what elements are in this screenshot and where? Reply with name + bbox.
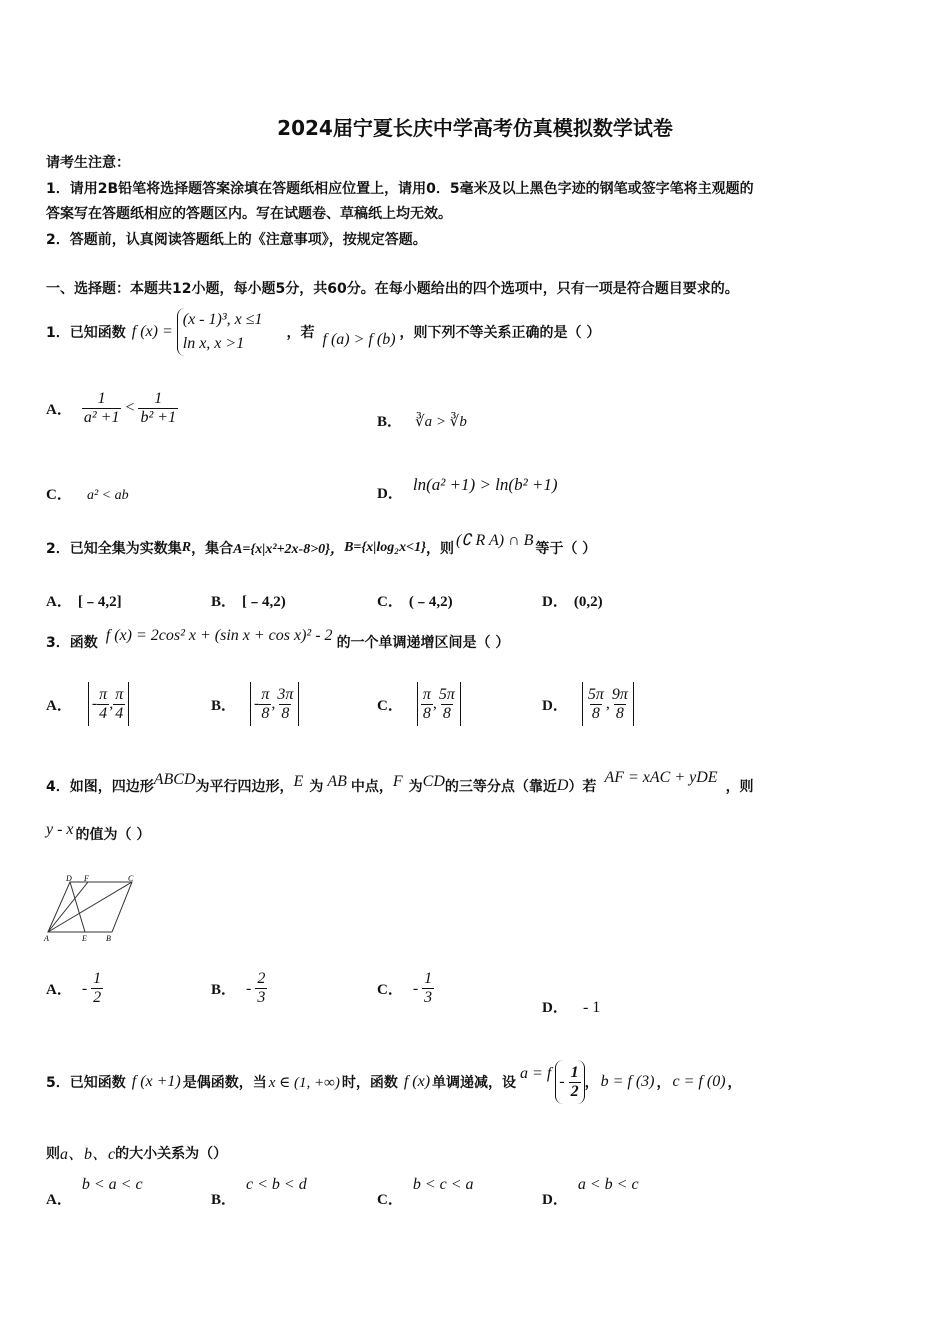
fig-label-b: B — [106, 934, 111, 943]
option-label-a: A． — [46, 401, 72, 418]
q4-text-1: 4．如图，四边形 — [46, 779, 154, 795]
question-2 — [46, 530, 596, 566]
frac-denominator: 3 — [424, 989, 433, 1006]
question-4-line-2 — [46, 821, 151, 844]
q3-option-b[interactable] — [211, 682, 299, 726]
question-4 — [46, 768, 754, 804]
sign: - — [246, 979, 252, 997]
option-label-c: C． — [377, 594, 403, 610]
q5-d-value: a < b < c — [577, 1176, 639, 1193]
q1-option-c[interactable] — [46, 483, 129, 504]
q4-text-4: 中点， — [350, 779, 393, 795]
q2-b-value: [﹣4,2) — [242, 594, 286, 610]
q5-a-paren — [555, 1060, 584, 1104]
sign: - — [412, 979, 419, 997]
frac-numerator: 1 — [154, 389, 163, 407]
q1-c-expr: a² < ab — [86, 488, 129, 503]
frac-denominator: a² +1 — [83, 408, 120, 426]
q1-prefix: 1．已知函数 — [46, 325, 126, 341]
q1-case-1: (x - 1)³, x ≤1 — [182, 311, 263, 328]
q4-text-2: 为平行四边形， — [195, 779, 294, 795]
q1-suffix: ，则下列不等关系正确的是（ ） — [399, 325, 601, 341]
q1-a-frac-2 — [138, 390, 178, 427]
q3-option-d[interactable] — [542, 682, 634, 726]
section-heading: 一、选择题：本题共12小题，每小题5分，共60分。在每小题给出的四个选项中，只有一项是符合题目要求的。 — [46, 281, 739, 297]
option-label-a: A． — [46, 594, 72, 610]
option-label-b: B． — [377, 414, 403, 430]
q2-R: R — [181, 540, 192, 555]
frac-numerator: π — [261, 685, 270, 703]
q3-d-interval: $\frac{5\pi}{8}$ , $\frac{9\pi}{8}$ — [582, 682, 634, 726]
q5-option-d[interactable] — [542, 1176, 639, 1208]
q2-option-b[interactable] — [211, 590, 286, 611]
fig-label-d: D — [66, 874, 72, 883]
q4-ab: AB — [327, 773, 347, 790]
q3-prefix: 3．函数 — [46, 635, 98, 651]
q2-option-c[interactable] — [377, 590, 453, 611]
frac-numerator: 1 — [570, 1063, 579, 1081]
option-label-d: D． — [542, 1192, 568, 1208]
notice-line-1: 1．请用2B铅笔将选择题答案涂填在答题纸相应位置上，请用0．5毫米及以上黑色字迹的钢笔或签字笔将主观题的 — [46, 181, 754, 197]
frac-numerator: 5π — [587, 685, 604, 703]
frac-denominator: 8 — [615, 704, 624, 722]
q5-prefix: 5．已知函数 — [46, 1075, 126, 1091]
question-5 — [46, 1056, 742, 1108]
sign: - — [81, 979, 88, 997]
q3-option-c[interactable] — [377, 682, 461, 726]
fig-label-c: C — [128, 874, 134, 883]
frac-right — [275, 686, 295, 723]
q2-mid: ，集合 — [191, 541, 234, 557]
q2-prefix: 2．已知全集为实数集 — [46, 541, 182, 557]
fig-label-e: E — [82, 934, 87, 943]
q2-c-value: (﹣4,2) — [408, 594, 453, 610]
q1-option-d[interactable] — [377, 474, 558, 502]
fig-label-a: A — [44, 934, 49, 943]
q4-text-6: 的三等分点（靠近 — [444, 779, 557, 795]
q2-option-a[interactable] — [46, 590, 122, 611]
q4-option-a[interactable] — [46, 970, 103, 1007]
option-label-b: B． — [211, 697, 237, 714]
option-label-b: B． — [211, 1192, 237, 1208]
option-label-d: D． — [542, 1000, 568, 1016]
q3-expr: f (x) = 2cos² x + (sin x + cos x)² - 2 — [105, 627, 333, 644]
q5-text-3: 单调递减，设 — [432, 1075, 517, 1091]
frac-denominator: b² +1 — [140, 408, 177, 426]
q1-d-expr: ln(a² +1) > ln(b² +1) — [412, 474, 558, 494]
frac-numerator: 5π — [438, 685, 455, 703]
q1-b-expr: ∛a > ∛b — [415, 414, 467, 430]
sign: - — [91, 695, 98, 712]
frac-numerator: π — [422, 685, 431, 703]
q1-option-b[interactable] — [377, 410, 467, 431]
q1-piecewise — [177, 308, 263, 356]
option-label-d: D． — [542, 594, 568, 610]
frac-right — [113, 686, 125, 723]
q5-line2-suffix: 的大小关系为（） — [115, 1145, 228, 1162]
question-1 — [46, 304, 600, 360]
q1-a-op: < — [125, 399, 135, 416]
q2-a-value: [﹣4,2] — [77, 594, 122, 610]
q4-d-value: - 1 — [582, 999, 601, 1016]
q3-b-interval: - $\frac{\pi}{8}$ , $\frac{3\pi}{8}$ — [250, 682, 299, 726]
option-label-c: C． — [377, 1192, 403, 1208]
frac-left — [586, 686, 606, 723]
q5-a-frac — [569, 1064, 581, 1101]
option-label-c: C． — [46, 487, 72, 503]
option-label-a: A． — [46, 1192, 72, 1208]
option-label-d: D． — [377, 486, 403, 502]
q2-option-d[interactable] — [542, 590, 603, 611]
q1-a-frac-1 — [82, 390, 122, 427]
question-3 — [46, 624, 509, 660]
q3-suffix: 的一个单调递增区间是（ ） — [336, 635, 510, 651]
frac-numerator: 2 — [257, 970, 266, 987]
q5-option-c[interactable] — [377, 1176, 474, 1208]
frac-denominator: 4 — [99, 704, 108, 722]
q1-case-2: ln x, x >1 — [182, 335, 245, 352]
q5-comma-1: ， — [584, 1075, 599, 1091]
q4-option-b[interactable] — [211, 970, 267, 1007]
frac-left — [421, 686, 433, 723]
q4-a-frac — [91, 970, 103, 1007]
q1-mid: ，若 — [286, 325, 315, 341]
q2-set-a: A={x|x²+2x-8>0}， — [233, 542, 345, 557]
q1-fx: f (x) = — [131, 323, 173, 340]
q4-y-minus-x: y - x — [46, 821, 74, 838]
q2-then: ，则 — [425, 541, 454, 557]
q3-option-a[interactable] — [46, 682, 129, 726]
q5-f-x: f (x) — [403, 1073, 431, 1090]
q4-line2-text: 的值为（ ） — [75, 827, 151, 843]
q5-a-value: b < a < c — [81, 1176, 143, 1193]
q4-vector-eq: AF = xAC + yDE — [604, 769, 718, 786]
option-label-b: B． — [211, 982, 237, 998]
frac-numerator: 3π — [277, 685, 294, 703]
q4-option-c[interactable] — [377, 970, 434, 1007]
frac-numerator: 1 — [97, 389, 106, 407]
q1-condition: f (a) > f (b) — [322, 331, 396, 348]
frac-right — [610, 686, 630, 723]
q2-d-value: (0,2) — [573, 594, 603, 610]
q5-option-b[interactable] — [211, 1176, 307, 1208]
q5-b-value: c < b < d — [246, 1176, 307, 1193]
frac-numerator: 1 — [424, 970, 433, 987]
frac-left — [259, 686, 271, 723]
q4-b-frac — [255, 970, 267, 1007]
q4-text-5: 为 — [408, 779, 423, 795]
frac-numerator: π — [115, 685, 124, 703]
q4-text-8: ，则 — [725, 779, 754, 795]
q5-domain: x ∈ (1, +∞) — [268, 1074, 340, 1091]
q5-abc: a、b、c — [60, 1146, 116, 1163]
frac-denominator: 4 — [115, 704, 124, 722]
q5-option-a[interactable] — [46, 1176, 143, 1208]
q5-c-eq: c = f (0) — [672, 1073, 726, 1090]
q5-c-value: b < c < a — [412, 1176, 474, 1193]
q4-abcd: ABCD — [153, 771, 196, 788]
frac-denominator: 8 — [422, 704, 431, 722]
fig-label-f: F — [84, 874, 89, 883]
sign: - — [254, 695, 260, 712]
q5-comma-3: ， — [727, 1075, 742, 1091]
option-label-b: B． — [211, 594, 237, 610]
q4-c-frac — [422, 970, 434, 1007]
q4-f: F — [392, 773, 403, 790]
option-label-a: A． — [46, 982, 72, 998]
q5-text-1: 是偶函数，当 — [182, 1075, 267, 1091]
frac-denominator: 2 — [93, 989, 102, 1006]
q4-e: E — [293, 773, 304, 790]
frac-numerator: 9π — [611, 685, 628, 703]
page-title: 2024届宁夏长庆中学高考仿真模拟数学试卷 — [277, 116, 673, 140]
frac-denominator: 8 — [261, 704, 270, 722]
q3-a-interval: - $\frac{\pi}{4}$ , $\frac{\pi}{4}$ — [88, 682, 129, 726]
q2-suffix: 等于（ ） — [535, 541, 597, 557]
q1-option-a[interactable] — [46, 386, 178, 430]
frac-left — [97, 686, 109, 723]
notice-line-3: 2．答题前，认真阅读答题纸上的《注意事项》，按规定答题。 — [46, 232, 427, 248]
option-label-a: A． — [46, 697, 72, 714]
question-5-line-2 — [46, 1141, 227, 1164]
q5-b-eq: b = f (3) — [600, 1073, 655, 1090]
frac-denominator: 8 — [442, 704, 451, 722]
q4-d: D — [556, 777, 569, 794]
frac-denominator: 2 — [570, 1082, 579, 1100]
frac-right — [437, 686, 457, 723]
q5-f-x-plus-1: f (x +1) — [131, 1073, 181, 1090]
notice-heading: 请考生注意： — [46, 155, 130, 171]
q5-line2-prefix: 则 — [46, 1145, 60, 1162]
frac-denominator: 8 — [591, 704, 600, 722]
sign: - — [559, 1073, 565, 1090]
q4-parallelogram-figure — [40, 872, 140, 944]
q5-comma-2: ， — [656, 1075, 671, 1091]
q4-text-7: ）若 — [568, 779, 597, 795]
notice-line-2: 答案写在答题纸相应的答题区内。写在试题卷、草稿纸上均无效。 — [46, 206, 452, 222]
frac-denominator: 8 — [281, 704, 290, 722]
frac-numerator: π — [99, 685, 108, 703]
q4-option-d[interactable] — [542, 996, 600, 1017]
q3-c-interval: $\frac{\pi}{8}$ , $\frac{5\pi}{8}$ — [417, 682, 461, 726]
q5-a-eq: a = f — [520, 1065, 552, 1082]
q4-text-3: 为 — [309, 779, 324, 795]
frac-denominator: 3 — [257, 989, 266, 1006]
option-label-c: C． — [377, 697, 403, 714]
q4-cd: CD — [422, 773, 445, 790]
option-label-d: D． — [542, 697, 568, 714]
q5-text-2: 时，函数 — [341, 1075, 398, 1091]
q2-set-b: B={x|log₂x<1} — [344, 540, 426, 555]
frac-numerator: 1 — [93, 970, 102, 987]
option-label-c: C． — [377, 982, 403, 998]
q2-expr: (∁ R A) ∩ B — [455, 532, 534, 549]
